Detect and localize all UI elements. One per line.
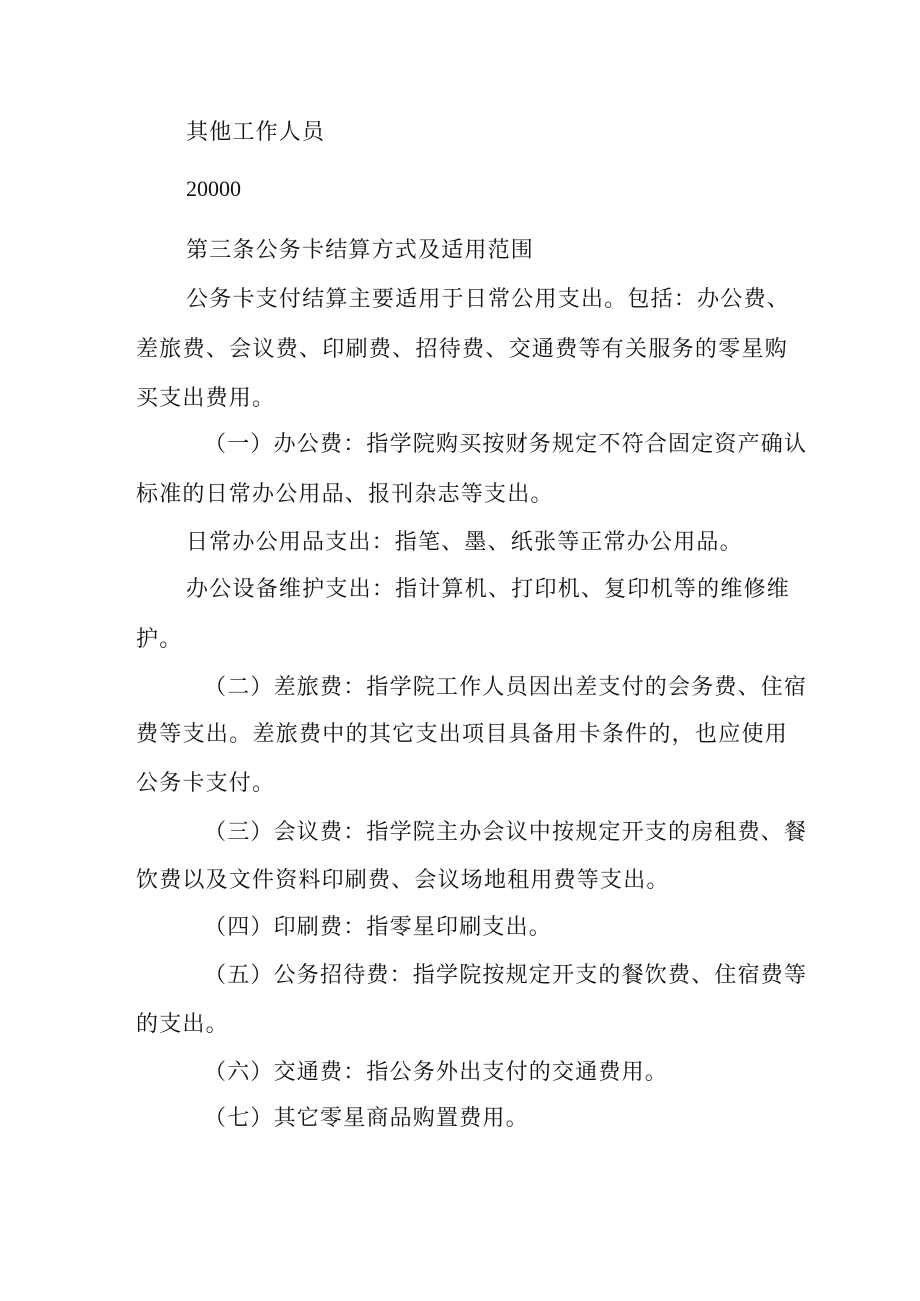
item-office-fee: （一）办公费：指学院购买按财务规定不符合固定资产确认 [204, 432, 808, 457]
paragraph-line: 买支出费用。 [136, 386, 276, 411]
item-transport-fee: （六）交通费：指公务外出支付的交通费用。 [204, 1060, 669, 1085]
paragraph-line: 护。 [136, 627, 183, 652]
paragraph-line: 费等支出。差旅费中的其它支出项目具备用卡条件的，也应使用 [136, 722, 788, 747]
article-heading: 第三条公务卡结算方式及适用范围 [186, 238, 535, 263]
item-printing-fee: （四）印刷费：指零星印刷支出。 [204, 915, 553, 940]
item-reception-fee: （五）公务招待费：指学院按规定开支的餐饮费、住宿费等 [204, 963, 808, 988]
paragraph-line: 公务卡支付结算主要适用于日常公用支出。包括：办公费、 [186, 287, 790, 312]
paragraph-line: 的支出。 [136, 1012, 229, 1037]
paragraph-line: 饮费以及文件资料印刷费、会议场地租用费等支出。 [136, 868, 670, 893]
text-line-staff: 其他工作人员 [186, 120, 326, 145]
item-meeting-fee: （三）会议费：指学院主办会议中按规定开支的房租费、餐 [204, 820, 808, 845]
paragraph-line: 办公设备维护支出：指计算机、打印机、复印机等的维修维 [186, 577, 790, 602]
paragraph-line: 标准的日常办公用品、报刊杂志等支出。 [136, 482, 554, 507]
text-line-amount: 20000 [186, 176, 241, 201]
paragraph-line: 差旅费、会议费、印刷费、招待费、交通费等有关服务的零星购 [136, 337, 788, 362]
item-travel-fee: （二）差旅费：指学院工作人员因出差支付的会务费、住宿 [204, 675, 808, 700]
paragraph-line: 日常办公用品支出：指笔、墨、纸张等正常办公用品。 [186, 530, 743, 555]
item-other-purchases: （七）其它零星商品购置费用。 [204, 1106, 529, 1131]
paragraph-line: 公务卡支付。 [136, 771, 276, 796]
